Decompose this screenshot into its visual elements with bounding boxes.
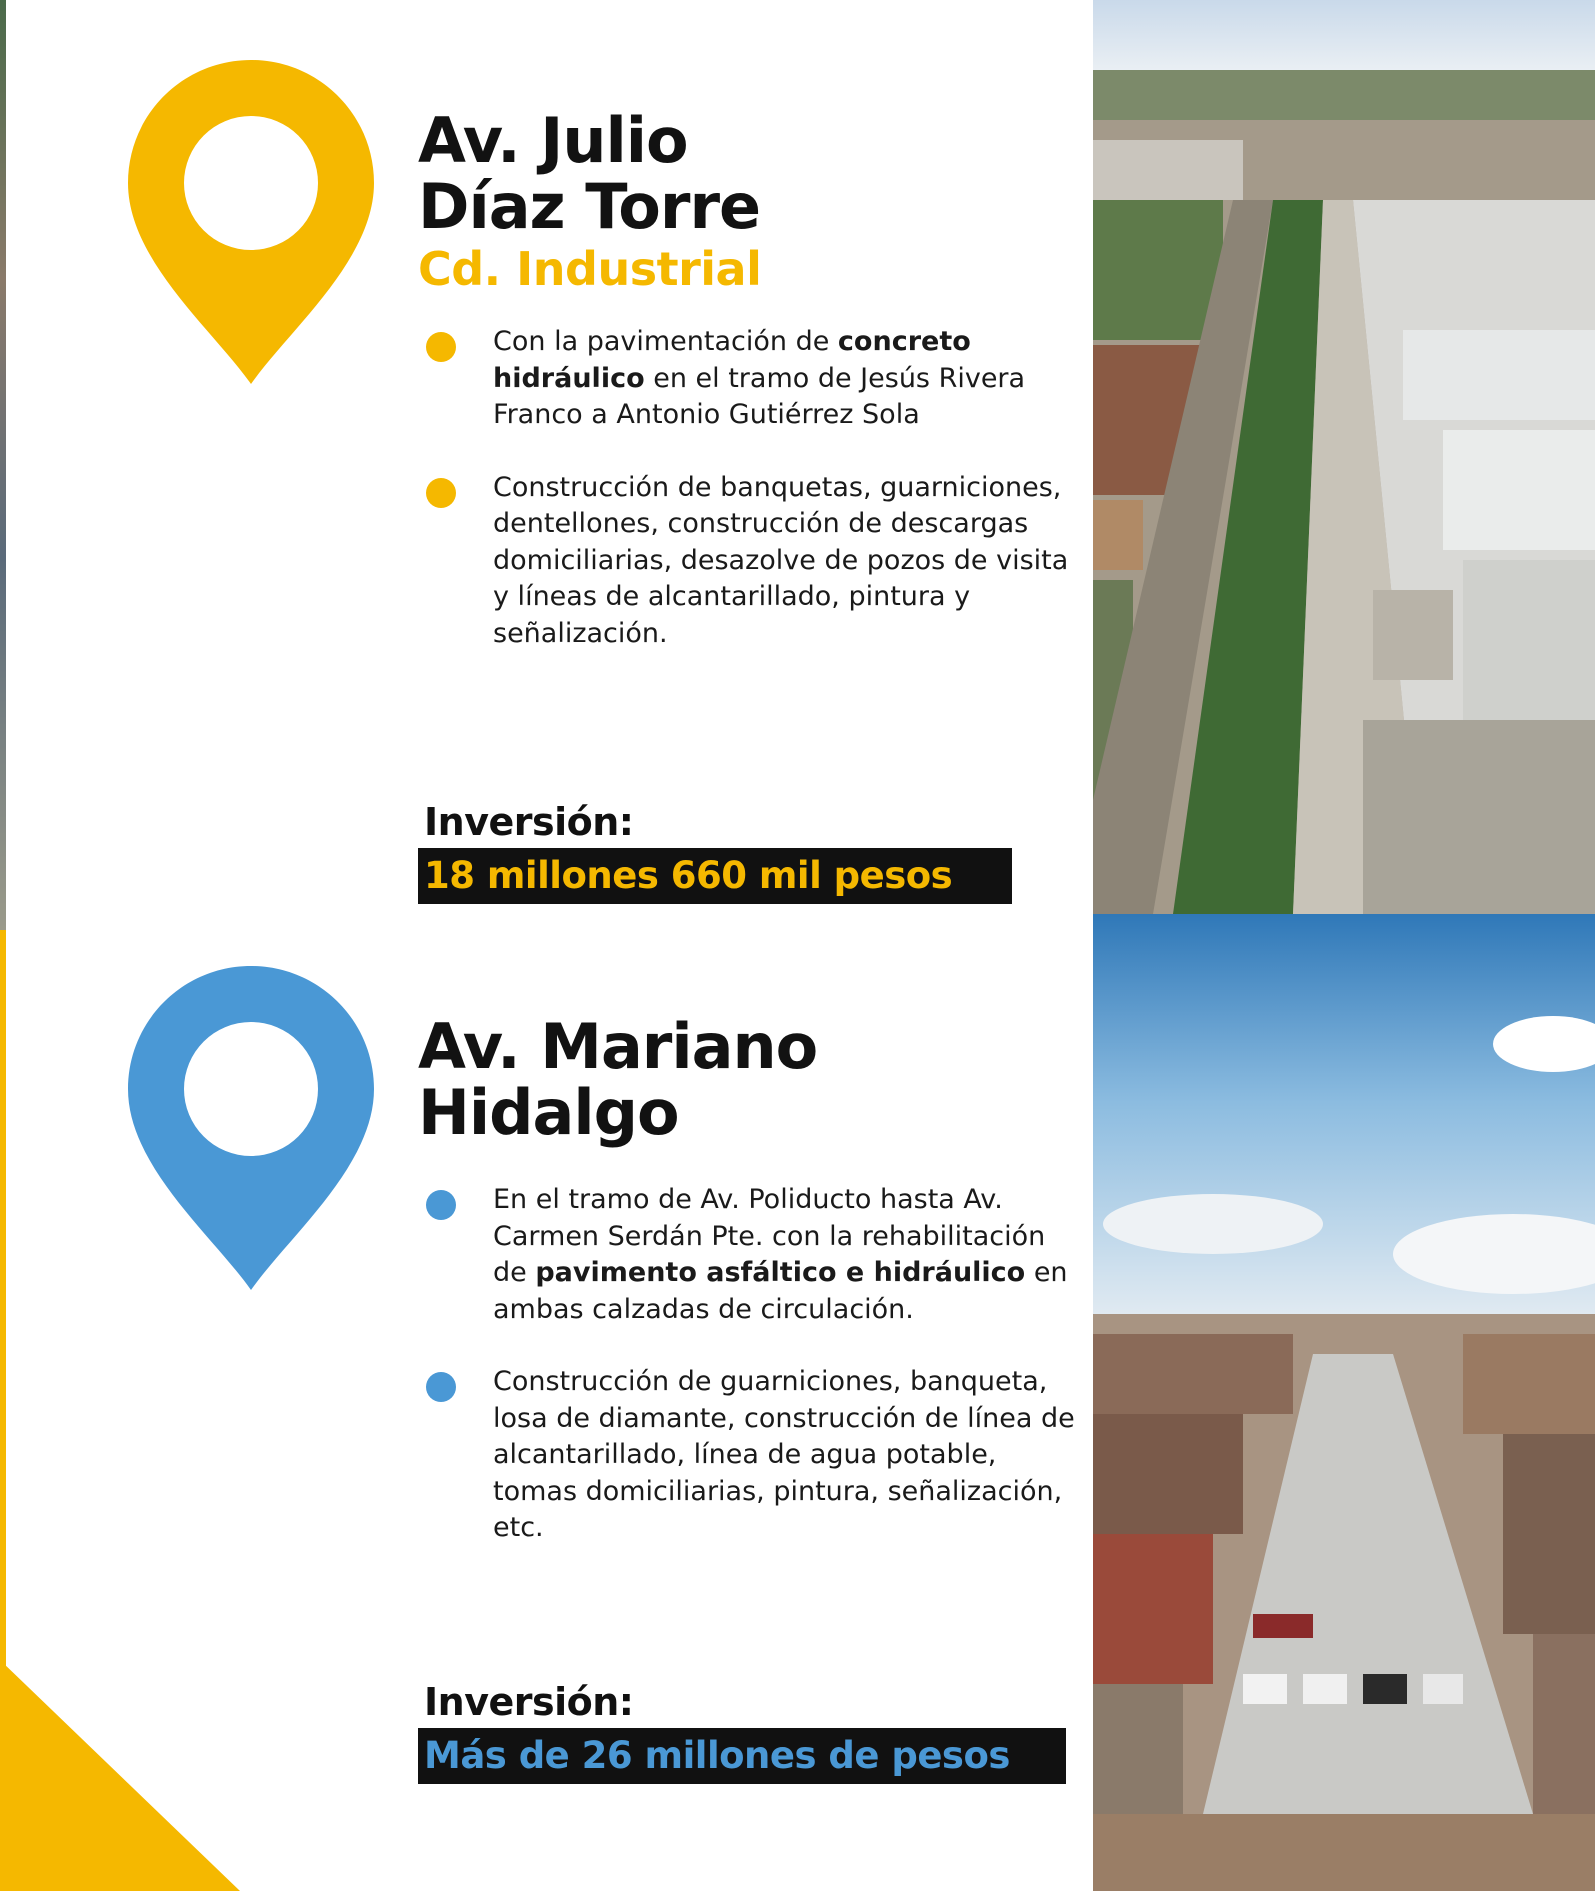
investment-value: 18 millones 660 mil pesos <box>418 848 1012 904</box>
bullet-item <box>418 470 1078 653</box>
bullet-text: Construcción de guarniciones, banqueta, losa de diamante, construcción de línea de alcantarillado, línea de agua potable, tomas domiciliarias, pintura, señalización, etc. <box>493 1366 1075 1543</box>
bullet-text: En el tramo de Av. Poliducto hasta Av. Carmen Serdán Pte. con la rehabilitación de <box>493 1184 1046 1288</box>
bullet-dot-icon <box>426 332 456 362</box>
location-pin-icon <box>128 60 374 384</box>
bullet-item <box>418 324 1078 434</box>
title-line: Hidalgo <box>418 1076 679 1149</box>
bullet-dot-icon <box>426 1190 456 1220</box>
section-title <box>418 1010 1078 1149</box>
bullet-dot-icon <box>426 478 456 508</box>
yellow-corner-triangle <box>0 1660 240 1891</box>
aerial-photo-industrial-avenue <box>1093 0 1595 914</box>
section-mariano-hidalgo <box>418 1010 1078 1583</box>
title-line: Av. Julio <box>418 104 688 177</box>
section-subtitle: Cd. Industrial <box>418 242 762 296</box>
bullet-list <box>418 324 1078 652</box>
title-line: Díaz Torre <box>418 170 761 243</box>
bullet-list <box>418 1182 1078 1547</box>
bullet-text: en el tramo de Jesús Rivera Franco a Antonio Gutiérrez Sola <box>493 362 1026 430</box>
bullet-dot-icon <box>426 1372 456 1402</box>
location-pin-icon <box>128 966 374 1290</box>
bullet-bold-text: concreto hidráulico <box>493 326 971 394</box>
bullet-text: Con la pavimentación de <box>493 326 838 357</box>
bullet-text: en ambas calzadas de circulación. <box>493 1257 1068 1325</box>
title-line: Av. Mariano <box>418 1010 818 1083</box>
bullet-text: Construcción de banquetas, guarniciones, dentellones, construcción de descargas domiciliarias, desazolve de pozos de visita y líneas de alcantarillado, pintura y señalización. <box>493 471 1069 649</box>
bullet-item <box>418 1364 1078 1547</box>
investment-value: Más de 26 millones de pesos <box>418 1728 1066 1784</box>
section-julio-diaz-torre <box>418 104 1078 688</box>
investment-label: Inversión: <box>424 800 634 844</box>
left-edge-photo-strip <box>0 0 6 930</box>
bullet-bold-text: pavimento asfáltico e hidráulico <box>535 1257 1026 1288</box>
investment-label: Inversión: <box>424 1680 634 1724</box>
section-title <box>418 104 1078 243</box>
photo-mariano-hidalgo-street <box>1093 914 1595 1891</box>
bullet-item <box>418 1182 1078 1328</box>
